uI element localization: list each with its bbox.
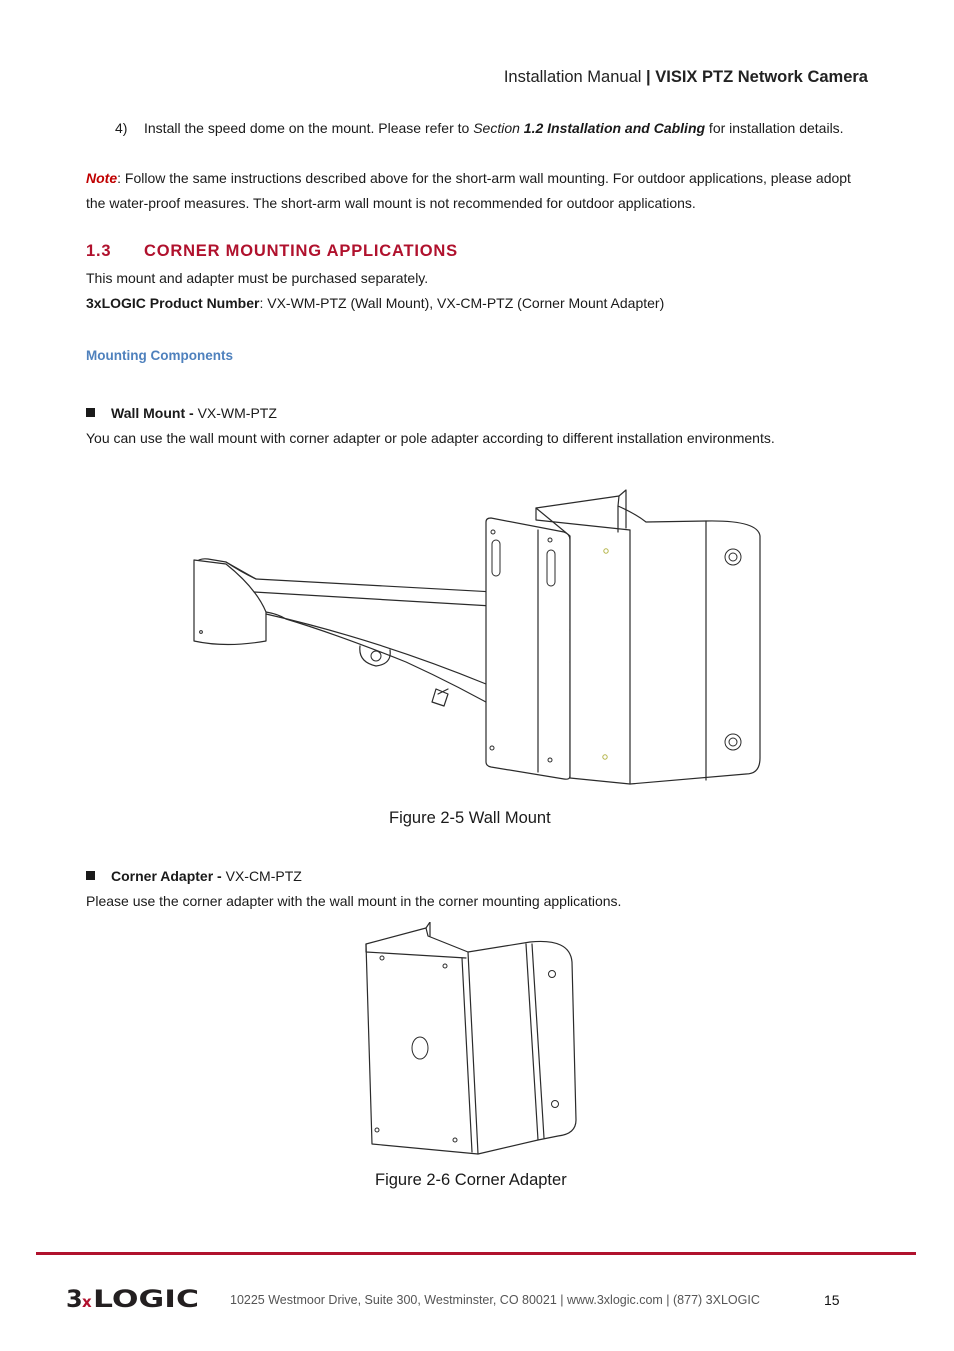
product-number-value: : VX-WM-PTZ (Wall Mount), VX-CM-PTZ (Corner Mount Adapter) bbox=[259, 295, 665, 311]
note-label: Note bbox=[86, 170, 118, 186]
product-number-line bbox=[86, 291, 664, 316]
wall-mount-bullet bbox=[86, 401, 277, 426]
product-number-label: 3xLOGIC Product Number bbox=[86, 295, 260, 311]
corner-adapter-description: Please use the corner adapter with the wall mount in the corner mounting applications. bbox=[86, 893, 622, 909]
figure-2-6-caption: Figure 2-6 Corner Adapter bbox=[375, 1171, 567, 1189]
section-title: CORNER MOUNTING APPLICATIONS bbox=[144, 242, 458, 260]
step-number: 4) bbox=[115, 120, 128, 136]
bullet-square-icon bbox=[86, 408, 95, 417]
wall-mount-label: Wall Mount - bbox=[111, 405, 194, 421]
wall-mount-description: You can use the wall mount with corner adapter or pole adapter according to different installation environments. bbox=[86, 430, 775, 446]
svg-text:3: 3 bbox=[66, 1285, 83, 1311]
wall-mount-model: VX-WM-PTZ bbox=[193, 405, 277, 421]
footer-address: 10225 Westmoor Drive, Suite 300, Westminster, CO 80021 | www.3xlogic.com | (877) 3XLOGIC bbox=[230, 1293, 760, 1307]
section-word: Section bbox=[473, 120, 520, 136]
header-separator: | bbox=[646, 68, 651, 86]
step-text-before: Install the speed dome on the mount. Please refer to bbox=[144, 120, 474, 136]
manual-label: Installation Manual bbox=[503, 68, 642, 86]
note-text: : Follow the same instructions described above for the short-arm wall mounting. For outdoor applications, please adopt the water-proof measures. The short-arm wall mount is not recommended for outdoor applications. bbox=[86, 170, 851, 211]
step-text-after: for installation details. bbox=[705, 120, 844, 136]
corner-adapter-figure bbox=[358, 922, 583, 1158]
wall-mount-figure bbox=[186, 484, 766, 789]
note-paragraph bbox=[86, 166, 866, 216]
purchase-note: This mount and adapter must be purchased separately. bbox=[86, 270, 429, 286]
product-title: VISIX PTZ Network Camera bbox=[655, 68, 868, 86]
document-header bbox=[504, 68, 868, 87]
bullet-square-icon bbox=[86, 871, 95, 880]
section-number: 1.3 bbox=[86, 242, 112, 260]
svg-text:LOGIC: LOGIC bbox=[93, 1285, 199, 1311]
section-ref-link[interactable]: 1.2 Installation and Cabling bbox=[523, 120, 706, 136]
svg-text:x: x bbox=[82, 1293, 92, 1311]
3xlogic-logo bbox=[66, 1285, 202, 1311]
page-number: 15 bbox=[824, 1292, 840, 1308]
section-heading bbox=[86, 242, 458, 261]
footer-divider bbox=[36, 1252, 916, 1255]
corner-adapter-label: Corner Adapter - bbox=[111, 868, 222, 884]
mounting-components-heading: Mounting Components bbox=[86, 348, 233, 363]
corner-adapter-bullet bbox=[86, 864, 302, 889]
corner-adapter-model: VX-CM-PTZ bbox=[221, 868, 302, 884]
figure-2-5-caption: Figure 2-5 Wall Mount bbox=[389, 809, 551, 827]
step-text bbox=[144, 116, 860, 141]
